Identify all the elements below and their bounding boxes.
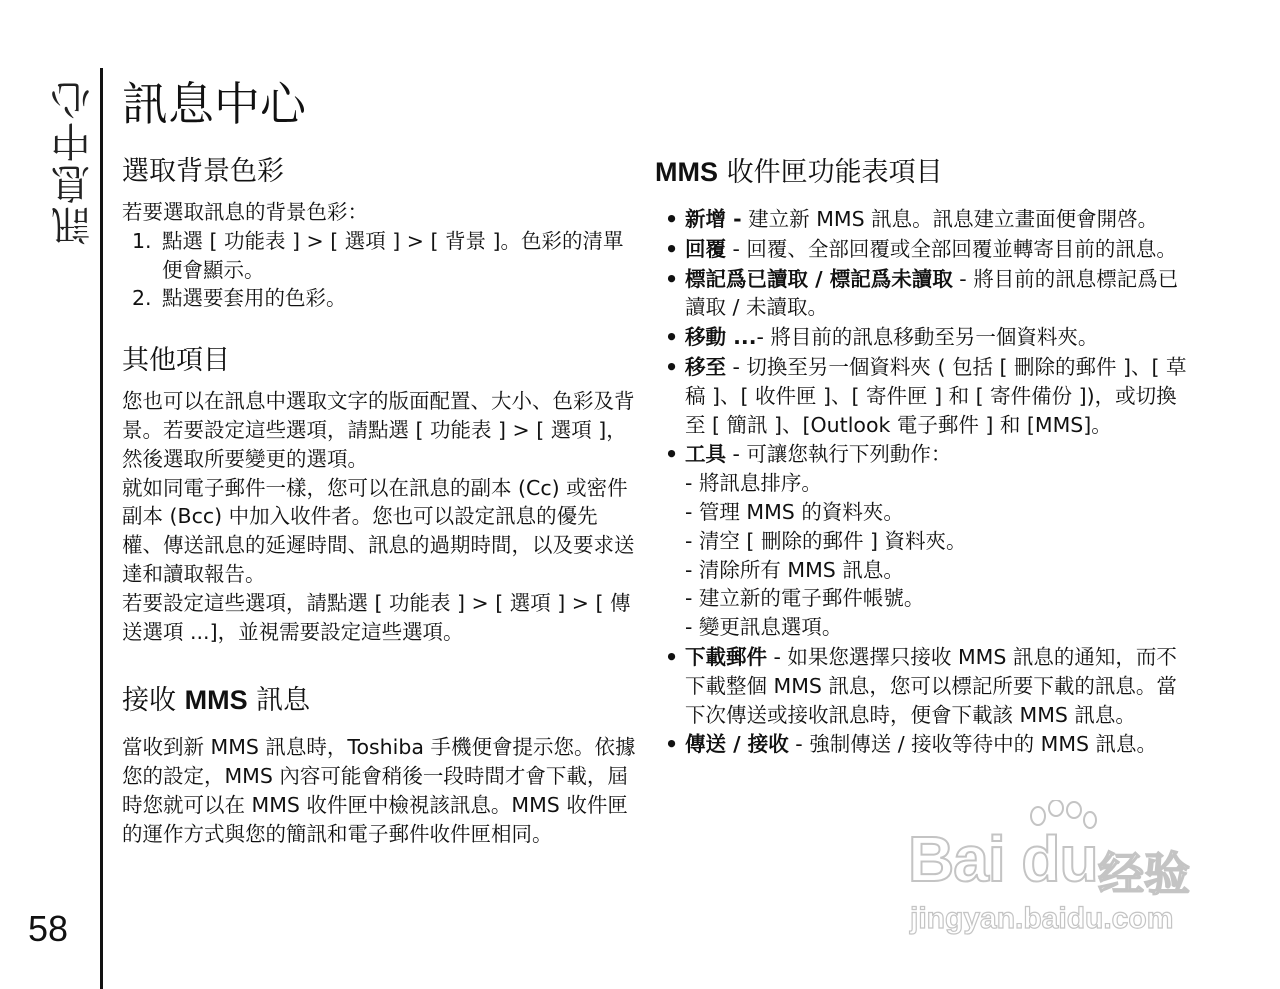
heading-part: 訊息 xyxy=(247,685,311,717)
section-background-color xyxy=(122,154,637,313)
tools-sub-item: - 將訊息排序。 xyxy=(685,471,822,496)
paragraph: 就如同電子郵件一樣，您可以在訊息的副本 (Cc) 或密件副本 (Bcc) 中加入收件者。您也可以設定訊息的優先權、傳送訊息的延遲時間、訊息的過期時間，以及要求送達和讀取報告。 xyxy=(122,475,635,586)
item-text: - 回覆、全部回覆或全部回覆並轉寄目前的訊息。 xyxy=(726,236,1177,261)
step-item xyxy=(122,284,637,313)
step-number: 2. xyxy=(132,286,152,311)
list-item xyxy=(655,730,1195,759)
steps-list xyxy=(122,227,637,313)
tools-sub-item: - 建立新的電子郵件帳號。 xyxy=(685,586,925,611)
list-item xyxy=(655,643,1195,729)
menu-items-list xyxy=(655,205,1195,759)
item-text: - 將目前的訊息移動至另一個資料夾。 xyxy=(756,325,1099,350)
item-term: 傳送 / 接收 xyxy=(685,732,789,757)
chapter-side-tab: 訊息中心 xyxy=(51,78,97,246)
heading-part: 收件匣功能表項目 xyxy=(718,157,943,188)
section-heading xyxy=(655,154,1195,191)
item-text: 建立新 MMS 訊息。訊息建立畫面便會開啓。 xyxy=(741,207,1159,231)
section-other-items xyxy=(122,343,637,646)
margin-rule xyxy=(100,68,103,989)
section-heading: 其他項目 xyxy=(122,345,230,377)
step-item xyxy=(122,227,637,285)
step-text: 點選 [ 功能表 ] > [ 選項 ] > [ 背景 ]。色彩的清單便會顯示。 xyxy=(162,228,624,282)
paragraph: 您也可以在訊息中選取文字的版面配置、大小、色彩及背景。若要設定這些選項，請點選 [ 功能表 ] > [ 選項 ]，然後選取所要變更的選項。 xyxy=(122,389,635,471)
paw-icon xyxy=(1018,800,1108,860)
item-term: 移動 ... xyxy=(685,325,757,350)
right-column xyxy=(655,154,1195,760)
tools-sub-item: - 管理 MMS 的資料夾。 xyxy=(685,499,904,524)
item-text: - 可讓您執行下列動作： xyxy=(726,442,952,467)
heading-part: 接收 xyxy=(122,685,185,717)
item-text: - 如果您選擇只接收 MMS 訊息的通知，而不下載整個 MMS 訊息，您可以標記所要下載的訊息。當下次傳送或接收訊息時，便會下載該 MMS 訊息。 xyxy=(685,644,1177,727)
list-item xyxy=(655,205,1195,234)
heading-part: MMS xyxy=(655,157,718,187)
item-term: 標記爲已讀取 / 標記爲未讀取 xyxy=(685,266,953,291)
section-heading xyxy=(122,682,637,719)
list-item xyxy=(655,440,1195,642)
tools-sub-item: - 清除所有 MMS 訊息。 xyxy=(685,557,904,582)
page-title: 訊息中心 xyxy=(122,77,306,131)
item-text: - 強制傳送 / 接收等待中的 MMS 訊息。 xyxy=(788,732,1158,757)
bullet: • xyxy=(665,266,679,291)
bullet: • xyxy=(665,354,679,379)
bullet: • xyxy=(665,207,679,231)
bullet: • xyxy=(665,732,679,757)
item-term: 移至 xyxy=(685,354,726,379)
bullet: • xyxy=(665,325,679,350)
section-receive-mms xyxy=(122,682,637,848)
tools-sub-item: - 變更訊息選項。 xyxy=(685,615,843,640)
item-term: 工具 xyxy=(685,442,726,467)
list-item xyxy=(655,353,1195,439)
paragraph: 當收到新 MMS 訊息時，Toshiba 手機便會提示您。依據您的設定，MMS 內容可能會稍後一段時間才會下載，屆時您就可以在 MMS 收件匣中檢視該訊息。MMS 收件匣的運作方式與您的簡訊和電子郵件收件匣相同。 xyxy=(122,735,636,846)
section-heading: 選取背景色彩 xyxy=(122,156,284,187)
item-term: 回覆 xyxy=(685,236,726,261)
list-item xyxy=(655,323,1195,352)
left-column xyxy=(122,154,637,849)
step-number: 1. xyxy=(132,228,152,253)
list-item xyxy=(655,265,1195,323)
bullet: • xyxy=(665,236,679,261)
baidu-watermark xyxy=(908,800,1208,960)
list-item xyxy=(655,235,1195,264)
step-text: 點選要套用的色彩。 xyxy=(162,286,347,311)
watermark-brand: Bai du xyxy=(908,823,1098,895)
item-term: 新增 - xyxy=(685,207,742,231)
item-text: - 切換至另一個資料夾 ( 包括 [ 刪除的郵件 ]、[ 草稿 ]、[ 收件匣 ]、[ 寄件匣 ] 和 [ 寄件備份 ])，或切換至 [ 簡訊 ]、[Outlook 電子郵件 ] 和 [MMS]。 xyxy=(685,354,1187,437)
watermark-url: jingyan.baidu.com xyxy=(910,902,1174,935)
tools-sub-item: - 清空 [ 刪除的郵件 ] 資料夾。 xyxy=(685,528,967,553)
bullet: • xyxy=(665,442,679,467)
watermark-brand-cn: 经验 xyxy=(1098,847,1190,901)
item-text: - 將目前的訊息標記爲已讀取 / 未讀取。 xyxy=(685,266,1179,320)
item-term: 下載郵件 xyxy=(685,644,767,669)
paragraph: 若要設定這些選項，請點選 [ 功能表 ] > [ 選項 ] > [ 傳送選項 ...]，並視需要設定這些選項。 xyxy=(122,590,631,644)
heading-part: MMS xyxy=(184,685,248,716)
page-number: 58 xyxy=(28,908,69,949)
section-intro: 若要選取訊息的背景色彩： xyxy=(122,200,368,224)
bullet: • xyxy=(665,644,679,669)
